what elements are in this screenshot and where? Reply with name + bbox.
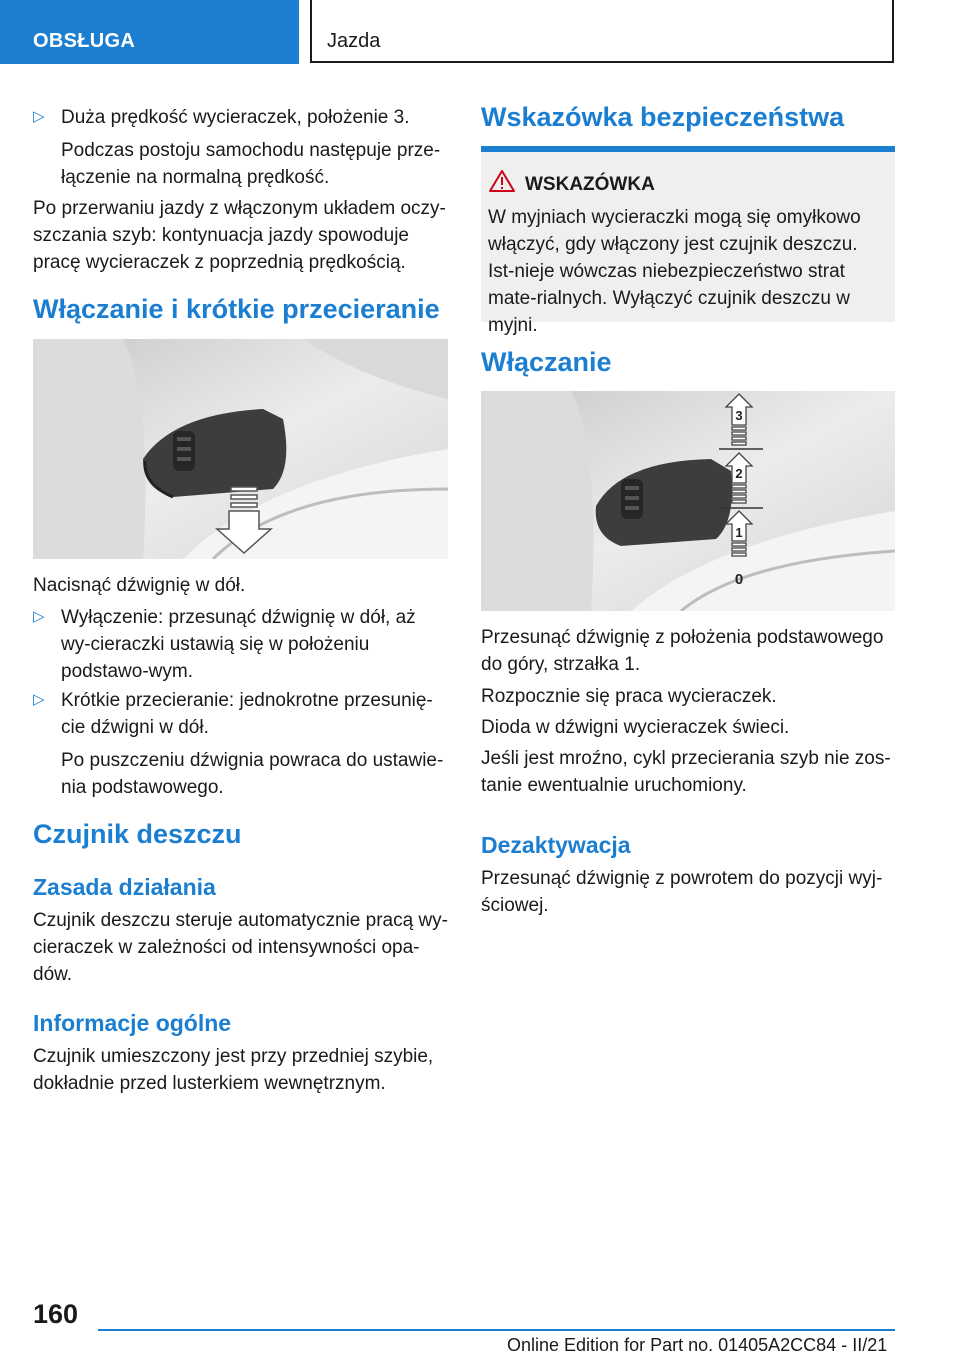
- paragraph: Dioda w dźwigni wycieraczek świeci.: [481, 717, 790, 738]
- list-item: [33, 604, 448, 685]
- paragraph: Przesunąć dźwignię z położenia podstawowego do góry, strzałka 1.: [481, 627, 884, 675]
- subsection-heading: Dezaktywacja: [481, 832, 631, 858]
- list-item: [33, 104, 448, 191]
- bullet-triangle-icon: ▷: [33, 108, 45, 125]
- bullet-text: Krótkie przecieranie: jednokrotne przesunię‐cie dźwigni w dół.: [61, 690, 433, 738]
- warning-triangle-icon: [489, 170, 515, 192]
- footer-divider: [98, 1329, 895, 1331]
- paragraph: Przesunąć dźwignię z powrotem do pozycji wyj‐ściowej.: [481, 868, 883, 916]
- paragraph: Rozpocznie się praca wycieraczek.: [481, 686, 777, 707]
- section-heading: Wskazówka bezpieczeństwa: [481, 102, 845, 132]
- paragraph: Czujnik deszczu steruje automatycznie pracą wy‐cieraczek w zależności od intensywności opa‐dów.: [33, 910, 449, 985]
- subsection-heading: Zasada działania: [33, 874, 216, 900]
- position-1-label: 1: [735, 525, 743, 540]
- chapter-title: Jazda: [327, 30, 381, 52]
- wiper-lever-down-illustration: [33, 339, 448, 559]
- bullet-triangle-icon: ▷: [33, 691, 45, 708]
- paragraph: Po przerwaniu jazdy z włączonym układem oczy‐szczania szyb: kontynuacja jazdy spowoduje pracę wycieraczek z poprzednią prędkością.: [33, 198, 446, 273]
- section-heading: Włączanie: [481, 347, 612, 377]
- paragraph: Jeśli jest mroźno, cykl przecierania szyb nie zos‐tanie ewentualnie uruchomiony.: [481, 748, 891, 796]
- wiper-lever-up-figure: [481, 391, 895, 611]
- section-heading: Czujnik deszczu: [33, 819, 242, 849]
- section-tab: [0, 0, 299, 64]
- section-heading: Włączanie i krótkie przecieranie: [33, 294, 440, 324]
- warning-text: W myjniach wycieraczki mogą się omyłkowo włączyć, gdy włączony jest czujnik deszczu. Ist‐nieje wówczas niebezpieczeństwo strat mate‐rialnych. Wyłączyć czujnik deszczu w myjni.: [488, 207, 861, 336]
- paragraph: Nacisnąć dźwignię w dół.: [33, 575, 246, 596]
- bullet-subtext: Podczas postoju samochodu następuje prze‐łączenie na normalną prędkość.: [61, 140, 441, 188]
- bullet-triangle-icon: ▷: [33, 608, 45, 625]
- bullet-text: Duża prędkość wycieraczek, położenie 3.: [61, 107, 410, 128]
- page-number: 160: [33, 1299, 79, 1329]
- position-0-label: 0: [734, 571, 744, 588]
- bullet-text: Wyłączenie: przesunąć dźwignię w dół, aż wy‐cieraczki ustawią się w położeniu podstawo‐wym.: [61, 607, 416, 682]
- position-2-label: 2: [735, 466, 743, 481]
- list-item: [33, 687, 448, 801]
- section-label: OBSŁUGA: [33, 30, 136, 52]
- chapter-header: [310, 0, 894, 63]
- warning-label: WSKAZÓWKA: [525, 174, 655, 195]
- wiper-lever-up-illustration: [481, 391, 895, 611]
- paragraph: Czujnik umieszczony jest przy przedniej szybie, dokładnie przed lusterkiem wewnętrznym.: [33, 1046, 434, 1094]
- edition-note: Online Edition for Part no. 01405A2CC84 - II/21: [507, 1335, 888, 1355]
- wiper-lever-down-figure: [33, 339, 448, 559]
- warning-box: [481, 146, 895, 336]
- bullet-subtext: Po puszczeniu dźwignia powraca do ustawie‐nia podstawowego.: [61, 750, 444, 798]
- subsection-heading: Informacje ogólne: [33, 1010, 232, 1036]
- position-3-label: 3: [735, 408, 743, 423]
